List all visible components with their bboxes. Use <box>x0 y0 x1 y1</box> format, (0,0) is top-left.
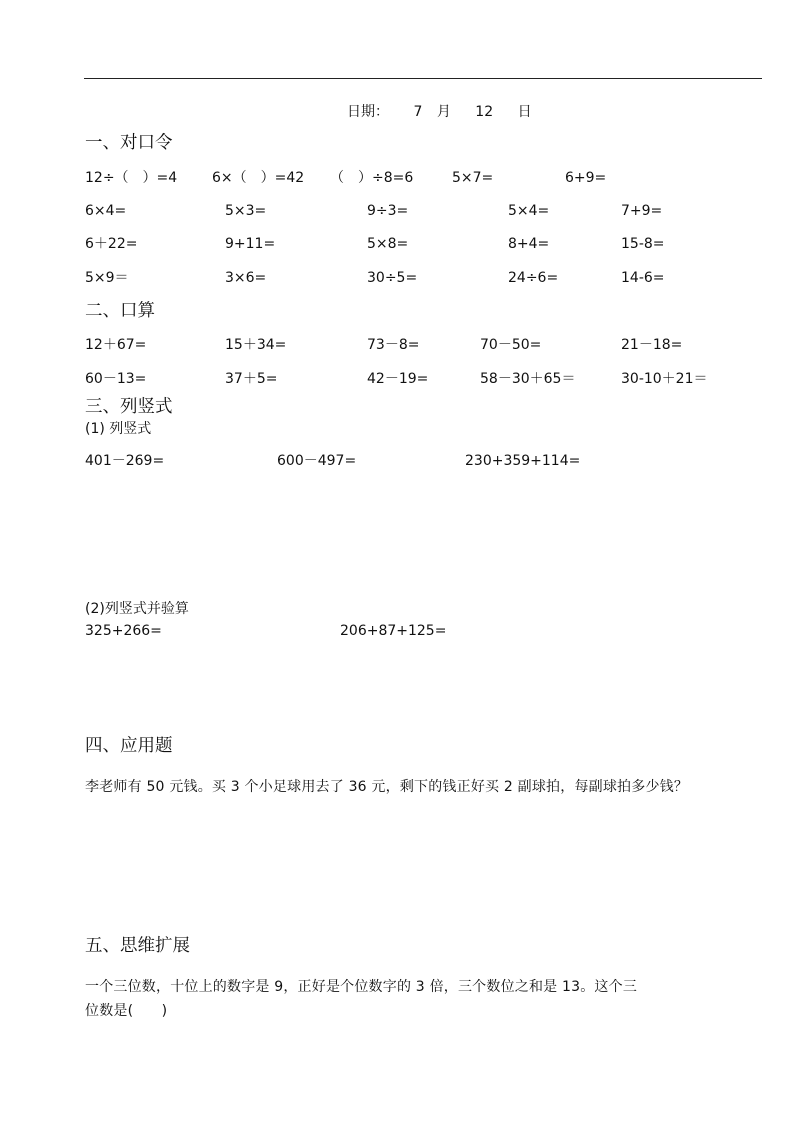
s1-item: 6＋22= <box>85 236 138 252</box>
s2-item: 21－18= <box>621 337 683 353</box>
s1-item: 5×8= <box>367 236 409 252</box>
s1-item: 24÷6= <box>508 270 559 286</box>
s1-item: 5×7= <box>452 170 494 186</box>
s1-item: 8+4= <box>508 236 550 252</box>
s1-item: 14-6= <box>621 270 665 286</box>
s2-item: 42－19= <box>367 371 429 387</box>
s3-part2-item: 206+87+125= <box>340 623 447 639</box>
section3-title: 三、列竖式 <box>85 397 173 417</box>
s1-item: 12÷（ ）=4 <box>85 170 178 186</box>
s2-item: 58－30＋65＝ <box>480 371 576 387</box>
s1-item: 6×（ ）=42 <box>212 170 305 186</box>
s1-item: 5×4= <box>508 203 550 219</box>
date-day: 12 <box>475 104 494 120</box>
s2-item: 37＋5= <box>225 371 278 387</box>
section1-title: 一、对口令 <box>85 133 173 153</box>
s3-part1-item: 600－497= <box>277 453 357 469</box>
section5-title: 五、思维扩展 <box>85 936 190 956</box>
s1-item: 5×3= <box>225 203 267 219</box>
top-rule <box>84 78 762 79</box>
s2-item: 15＋34= <box>225 337 287 353</box>
section4-problem-text: 李老师有 50 元钱。买 3 个小足球用去了 36 元，剩下的钱正好买 2 副球拍，每副球拍多少钱？ <box>85 779 689 795</box>
section5-problem-line1: 一个三位数，十位上的数字是 9，正好是个位数字的 3 倍，三个数位之和是 13。这个三 <box>85 979 638 995</box>
s2-item: 30-10＋21＝ <box>621 371 708 387</box>
s2-item: 60－13= <box>85 371 147 387</box>
s1-item: 6×4= <box>85 203 127 219</box>
section3-part1-title: (1) 列竖式 <box>85 421 152 437</box>
s1-item: 9+11= <box>225 236 276 252</box>
s2-item: 70－50= <box>480 337 542 353</box>
s1-item: 5×9＝ <box>85 270 129 286</box>
s3-part1-item: 401－269= <box>85 453 165 469</box>
section3-part2-title: (2)列竖式并验算 <box>85 601 189 617</box>
s1-item: （ ）÷8=6 <box>330 170 414 186</box>
date-month: 7 <box>413 104 423 120</box>
s1-item: 6+9= <box>565 170 607 186</box>
s3-part2-item: 325+266= <box>85 623 162 639</box>
date-line <box>347 103 532 121</box>
s1-item: 9÷3= <box>367 203 409 219</box>
section4-title: 四、应用题 <box>85 736 173 756</box>
date-month-unit: 月 <box>436 104 451 120</box>
s2-item: 73－8= <box>367 337 420 353</box>
section2-title: 二、口算 <box>85 301 155 321</box>
s1-item: 7+9= <box>621 203 663 219</box>
s2-item: 12＋67= <box>85 337 147 353</box>
date-day-unit: 日 <box>517 104 532 120</box>
s3-part1-item: 230+359+114= <box>465 453 581 469</box>
s1-item: 15-8= <box>621 236 665 252</box>
section5-problem-line2: 位数是( ) <box>85 1003 168 1019</box>
s1-item: 3×6= <box>225 270 267 286</box>
s1-item: 30÷5= <box>367 270 418 286</box>
date-label: 日期： <box>347 104 389 120</box>
